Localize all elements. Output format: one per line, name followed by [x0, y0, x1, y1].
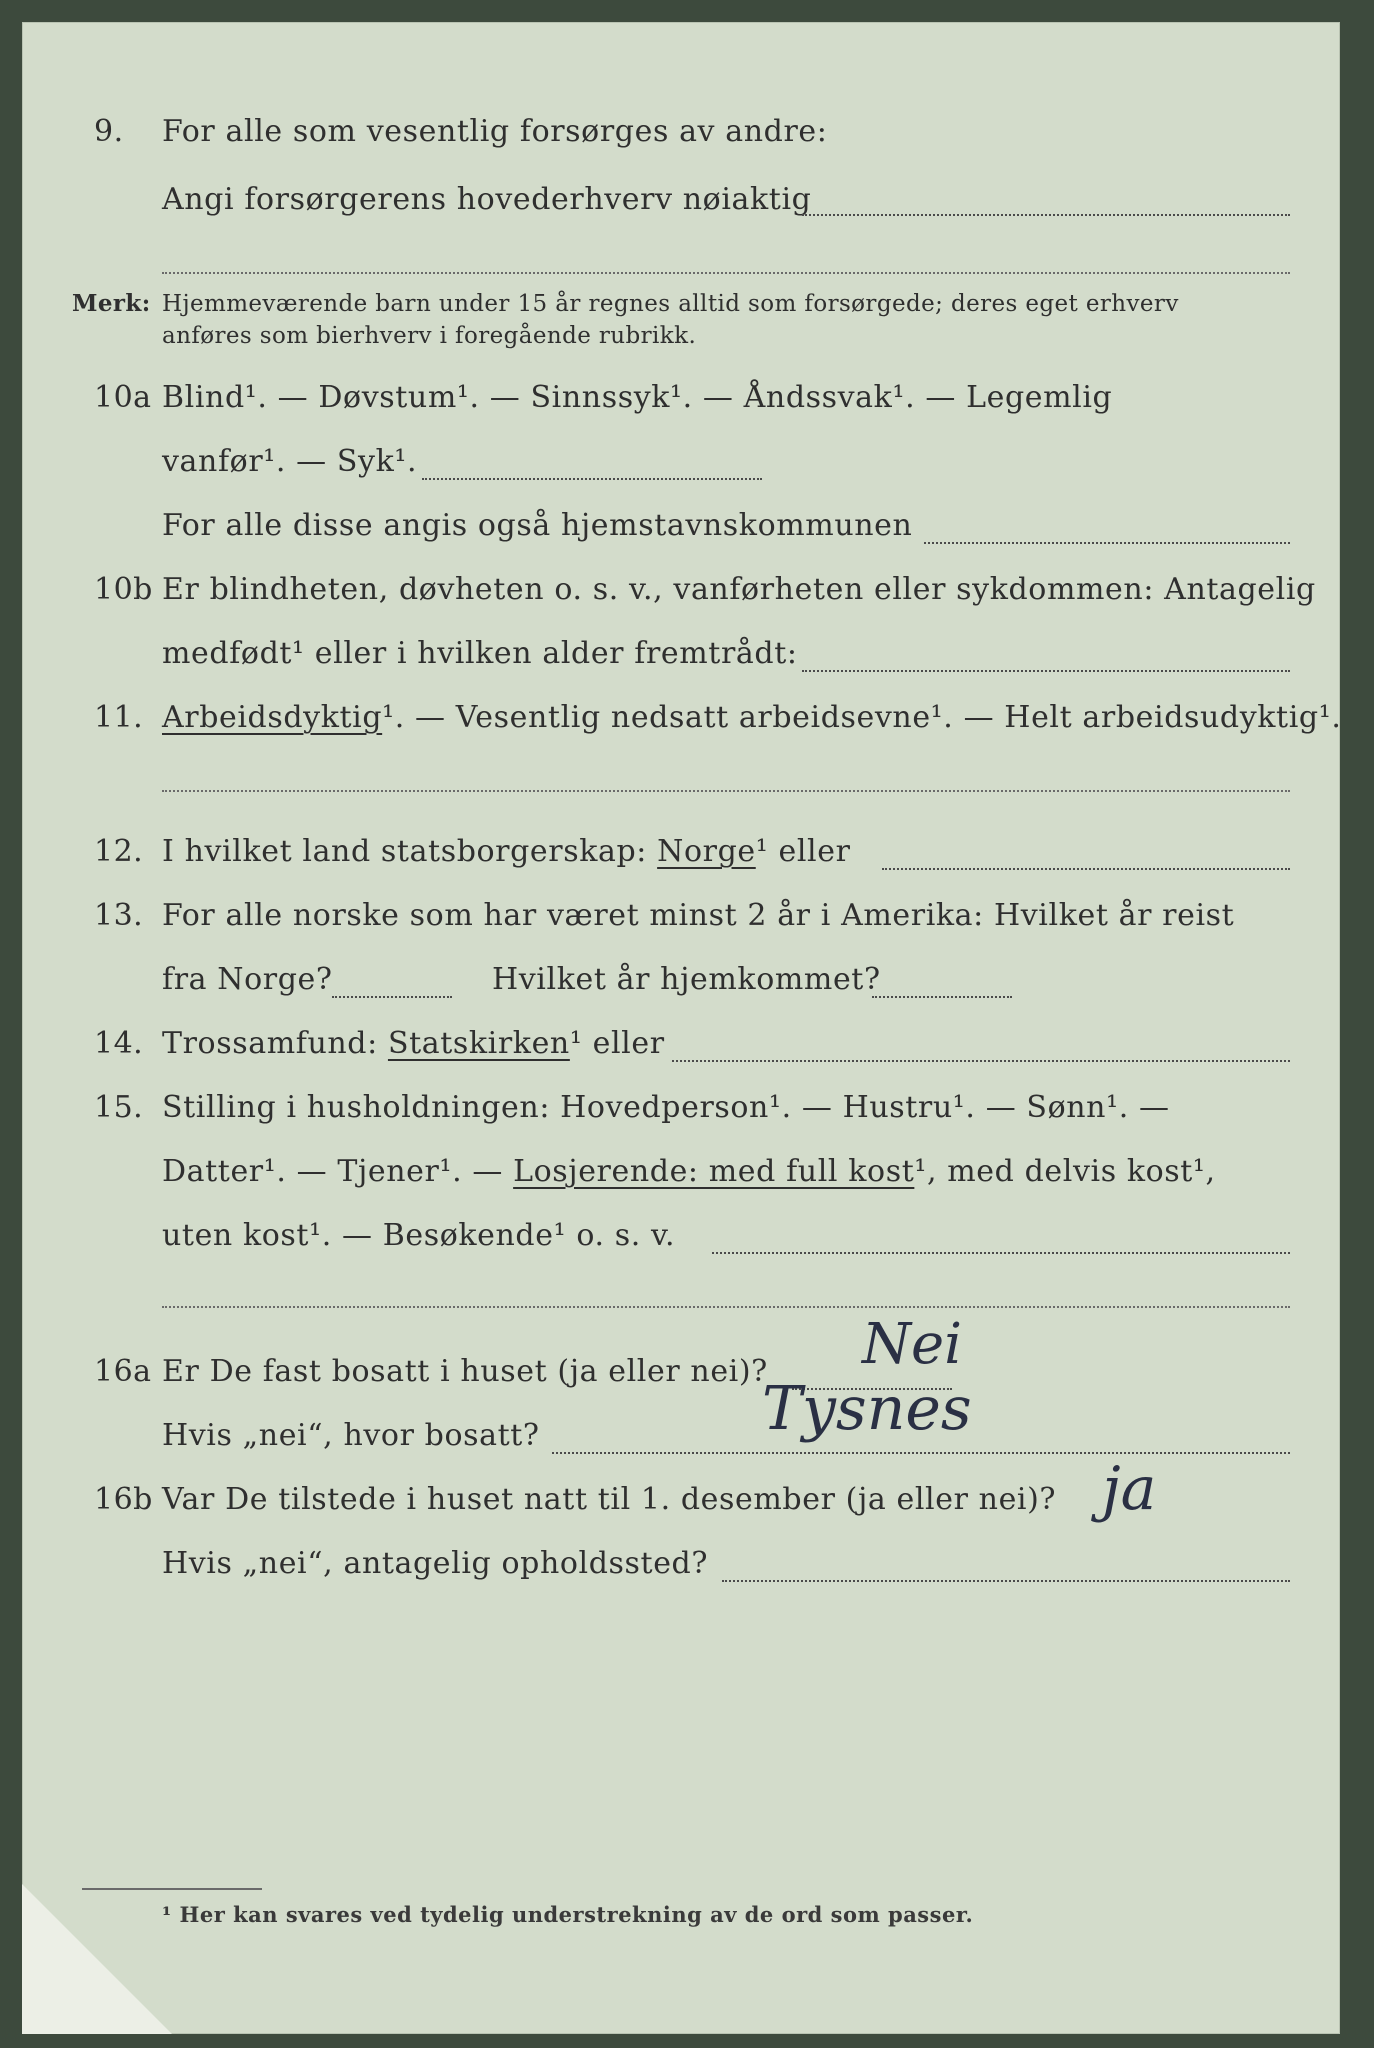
- note-merk: [72, 288, 1179, 352]
- question-9: [22, 102, 1340, 162]
- handwritten-answer: Nei: [862, 1312, 963, 1377]
- question-10b-line2: [22, 624, 1340, 684]
- answer-line[interactable]: [722, 1580, 1290, 1582]
- handwritten-answer: ja: [1102, 1454, 1157, 1524]
- handwritten-answer: Tysnes: [762, 1374, 972, 1444]
- answer-line[interactable]: [802, 214, 1290, 216]
- question-10b: [22, 560, 1340, 620]
- footnote: ¹ Her kan svares ved tydelig understrekning av de ord som passer.: [162, 1902, 974, 1927]
- question-text: I hvilket land statsborgerskap: Norge¹ eller: [162, 834, 851, 869]
- question-number: 15.: [94, 1090, 144, 1125]
- question-text: Trossamfund: Statskirken¹ eller: [162, 1026, 665, 1061]
- answer-line[interactable]: [552, 1452, 1290, 1454]
- answer-underlined[interactable]: Statskirken: [387, 1026, 570, 1061]
- answer-line[interactable]: [872, 996, 1012, 998]
- answer-underlined[interactable]: Norge: [657, 834, 756, 869]
- answer-underlined[interactable]: Arbeidsdyktig: [162, 700, 383, 735]
- answer-line[interactable]: [162, 1306, 1290, 1308]
- question-text: Angi forsørgerens hovederhverv nøiaktig: [162, 182, 812, 217]
- answer-line[interactable]: [802, 670, 1290, 672]
- question-number: 14.: [94, 1026, 144, 1061]
- question-number: 13.: [94, 898, 144, 933]
- answer-line[interactable]: [422, 478, 762, 480]
- question-15-line2: [22, 1142, 1340, 1202]
- question-number: 9.: [94, 114, 124, 149]
- question-text: For alle som vesentlig forsørges av andre:: [162, 114, 828, 149]
- question-16a: [22, 1342, 1340, 1402]
- question-text: medfødt¹ eller i hvilken alder fremtrådt:: [162, 636, 798, 671]
- question-13-line2: [22, 950, 1340, 1010]
- note-label: Merk:: [72, 290, 151, 317]
- question-16b-line2: [22, 1534, 1340, 1594]
- question-text: Blind¹. — Døvstum¹. — Sinnssyk¹. — Åndssvak¹. — Legemlig: [162, 380, 1113, 415]
- note-text: anføres som bierhverv i foregående rubrikk.: [162, 323, 697, 349]
- question-number: 12.: [94, 834, 144, 869]
- question-number: 11.: [94, 700, 144, 735]
- question-text: Hvis „nei“, hvor bosatt?: [162, 1418, 540, 1453]
- question-text: Var De tilstede i huset natt til 1. desember (ja eller nei)?: [162, 1482, 1057, 1517]
- question-10a-line2: [22, 432, 1340, 492]
- answer-line[interactable]: [672, 1060, 1290, 1062]
- census-form-page: [22, 22, 1340, 2034]
- answer-line[interactable]: [162, 790, 1290, 792]
- question-text: uten kost¹. — Besøkende¹ o. s. v.: [162, 1218, 676, 1253]
- question-15-line3: [22, 1206, 1340, 1266]
- question-number: 10a: [94, 380, 152, 415]
- question-text: Stilling i husholdningen: Hovedperson¹. — Hustru¹. — Sønn¹. —: [162, 1090, 1170, 1125]
- question-text: Datter¹. — Tjener¹. — Losjerende: med full kost¹, med delvis kost¹,: [162, 1154, 1216, 1189]
- question-number: 16b: [94, 1482, 153, 1517]
- question-text: Hvilket år hjemkommet?: [492, 962, 881, 997]
- question-15: [22, 1078, 1340, 1138]
- question-9-line2: [22, 170, 1340, 230]
- question-text: Arbeidsdyktig¹. — Vesentlig nedsatt arbeidsevne¹. — Helt arbeidsudyktig¹.: [162, 700, 1342, 735]
- question-10a: [22, 368, 1340, 428]
- question-text: Hvis „nei“, antagelig opholdssted?: [162, 1546, 709, 1581]
- answer-line[interactable]: [162, 272, 1290, 274]
- question-14: [22, 1014, 1340, 1074]
- answer-line[interactable]: [712, 1252, 1290, 1254]
- question-text: For alle disse angis også hjemstavnskommunen: [162, 508, 913, 543]
- question-11: [22, 688, 1340, 748]
- answer-line[interactable]: [882, 868, 1290, 870]
- question-text: Er De fast bosatt i huset (ja eller nei)?: [162, 1354, 768, 1389]
- question-text: Er blindheten, døvheten o. s. v., vanførheten eller sykdommen: Antagelig: [162, 572, 1316, 607]
- answer-line[interactable]: [332, 996, 452, 998]
- question-13: [22, 886, 1340, 946]
- question-10a-line3: [22, 496, 1340, 556]
- question-text: vanfør¹. — Syk¹.: [162, 444, 418, 479]
- folded-corner: [22, 1884, 172, 2034]
- question-text: fra Norge?: [162, 962, 333, 997]
- note-text: Hjemmeværende barn under 15 år regnes alltid som forsørgede; deres eget erhverv: [162, 291, 1179, 317]
- answer-underlined[interactable]: Losjerende: med full kost: [513, 1154, 915, 1189]
- question-number: 16a: [94, 1354, 152, 1389]
- question-number: 10b: [94, 572, 153, 607]
- question-text: For alle norske som har været minst 2 år i Amerika: Hvilket år reist: [162, 898, 1235, 933]
- question-12: [22, 822, 1340, 882]
- answer-line[interactable]: [924, 542, 1290, 544]
